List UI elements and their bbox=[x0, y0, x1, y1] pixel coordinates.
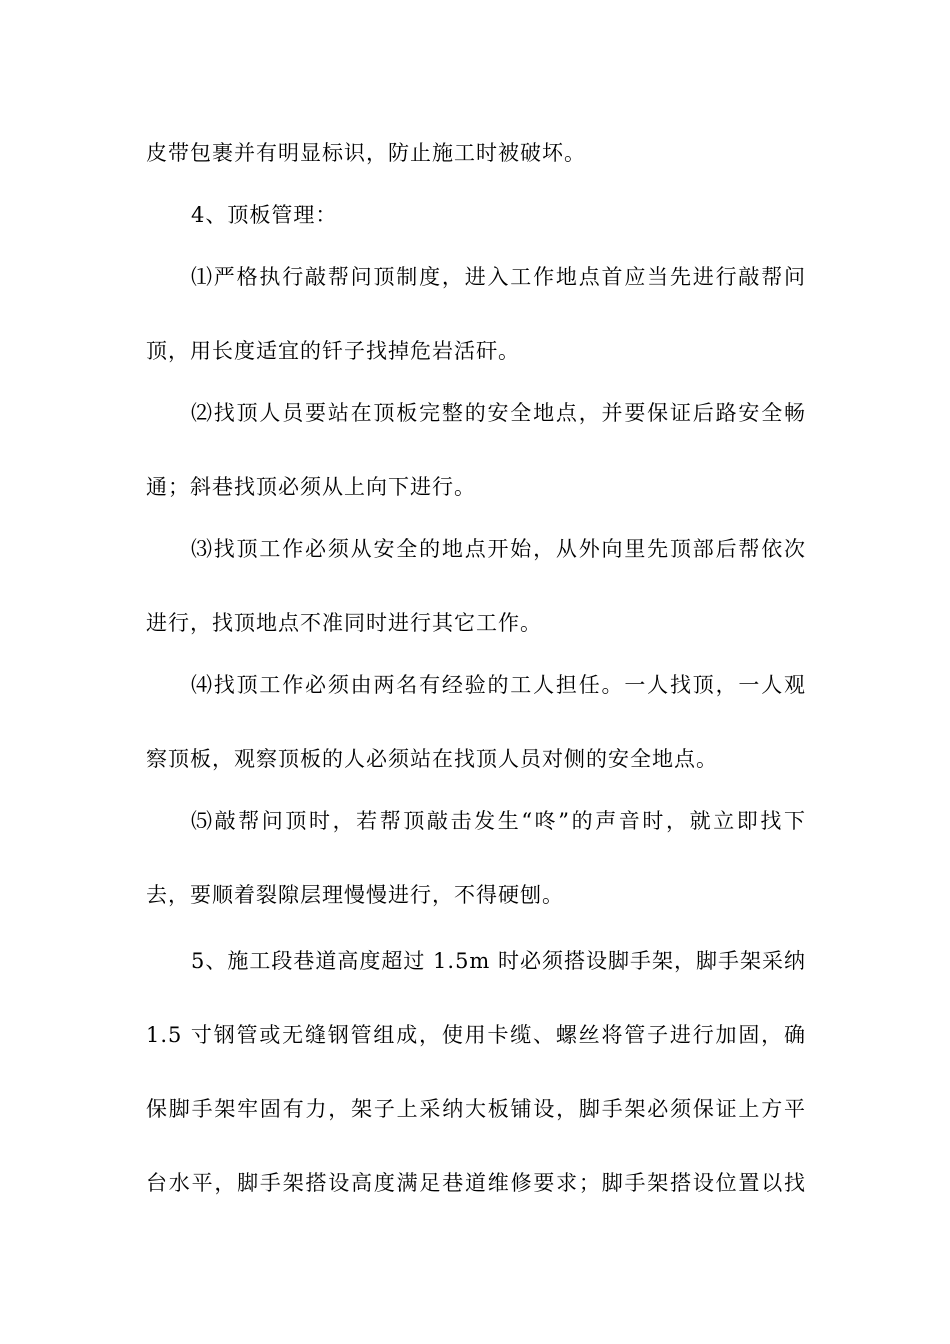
text-line: ⑵找顶人员要站在顶板完整的安全地点，并要保证后路安全畅 bbox=[191, 401, 806, 425]
text-line: ⑴严格执行敲帮问顶制度，进入工作地点首应当先进行敲帮问 bbox=[191, 265, 806, 289]
text-line: ⑷找顶工作必须由两名有经验的工人担任。一人找顶，一人观 bbox=[191, 673, 806, 697]
text-line: ⑸敲帮问顶时，若帮顶敲击发生“咚”的声音时，就立即找下 bbox=[191, 809, 806, 833]
section-heading: 4、顶板管理： bbox=[191, 203, 338, 227]
text-line: 1.5 寸钢管或无缝钢管组成，使用卡缆、螺丝将管子进行加固，确 bbox=[146, 1023, 806, 1047]
text-line: 进行，找顶地点不准同时进行其它工作。 bbox=[146, 611, 542, 635]
text-line: 皮带包裹并有明显标识，防止施工时被破坏。 bbox=[146, 141, 586, 165]
text-line: 保脚手架牢固有力，架子上采纳大板铺设，脚手架必须保证上方平 bbox=[146, 1097, 806, 1121]
text-line: 通；斜巷找顶必须从上向下进行。 bbox=[146, 475, 476, 499]
section-heading: 5、施工段巷道高度超过 1.5m 时必须搭设脚手架，脚手架采纳 bbox=[191, 949, 807, 973]
text-line: 顶，用长度适宜的钎子找掉危岩活矸。 bbox=[146, 339, 520, 363]
text-line: ⑶找顶工作必须从安全的地点开始，从外向里先顶部后帮依次 bbox=[191, 537, 806, 561]
text-line: 察顶板，观察顶板的人必须站在找顶人员对侧的安全地点。 bbox=[146, 747, 718, 771]
text-line: 去，要顺着裂隙层理慢慢进行，不得硬刨。 bbox=[146, 883, 564, 907]
text-line: 台水平，脚手架搭设高度满足巷道维修要求；脚手架搭设位置以找 bbox=[146, 1171, 806, 1195]
